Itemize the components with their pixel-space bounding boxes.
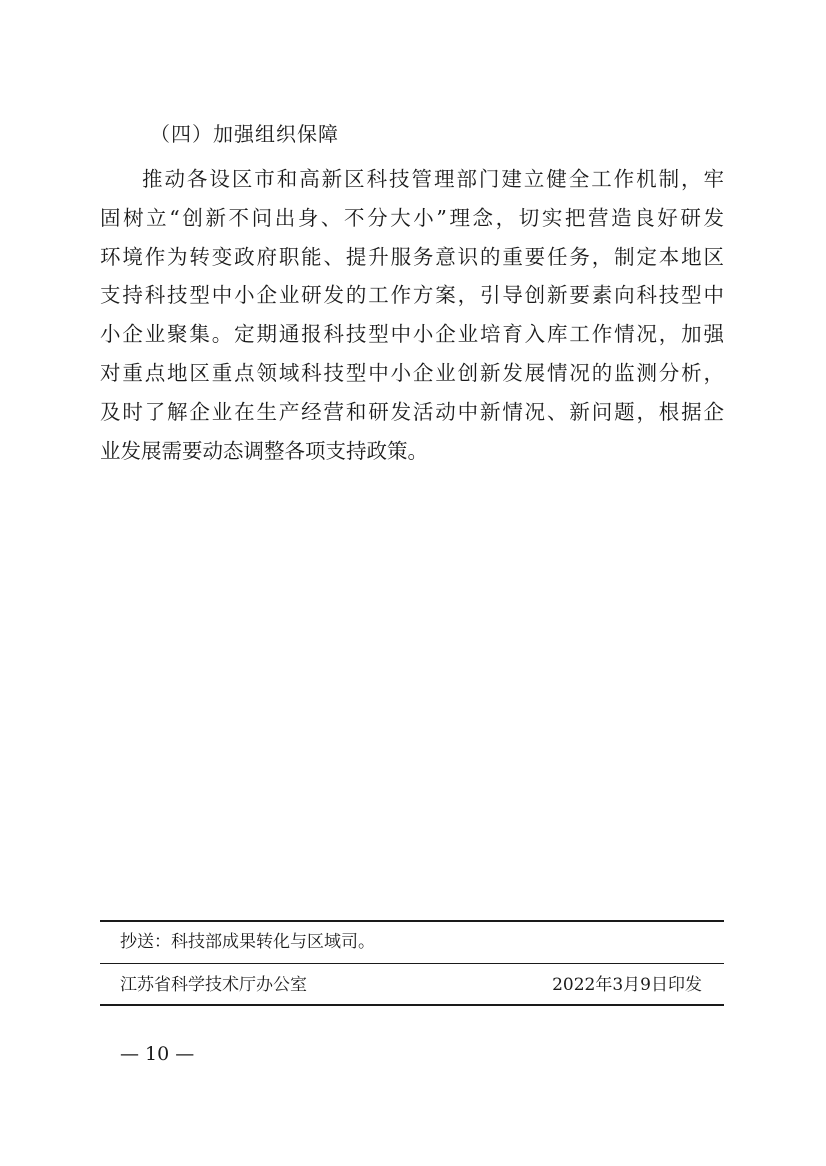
section-heading: （四）加强组织保障 (150, 122, 339, 146)
issuing-office: 江苏省科学技术厅办公室 (120, 975, 307, 995)
paragraph-line: 业发展需要动态调整各项支持政策。 (100, 438, 428, 463)
paragraph-line: 小企业聚集。定期通报科技型中小企业培育入库工作情况，加强 (100, 322, 724, 347)
page-number: — 10 — (120, 1043, 195, 1065)
paragraph-line: 对重点地区重点领域科技型中小企业创新发展情况的监测分析， (100, 360, 724, 385)
issue-date: 2022年3月9日印发 (552, 975, 702, 995)
paragraph-line: 固树立“创新不问出身、不分大小”理念，切实把营造良好研发 (100, 205, 724, 230)
paragraph-line: 及时了解企业在生产经营和研发活动中新情况、新问题，根据企 (100, 399, 724, 424)
body-paragraph (100, 160, 724, 470)
footer-bottom-rule (100, 1004, 724, 1006)
paragraph-line: 环境作为转变政府职能、提升服务意识的重要任务，制定本地区 (100, 244, 724, 269)
paragraph-line: 推动各设区市和高新区科技管理部门建立健全工作机制，牢 (142, 167, 724, 191)
footer-middle-rule (100, 963, 724, 964)
paragraph-line: 支持科技型中小企业研发的工作方案，引导创新要素向科技型中 (100, 283, 724, 308)
cc-recipients: 抄送：科技部成果转化与区域司。 (120, 932, 375, 952)
footer-top-rule (100, 920, 724, 922)
